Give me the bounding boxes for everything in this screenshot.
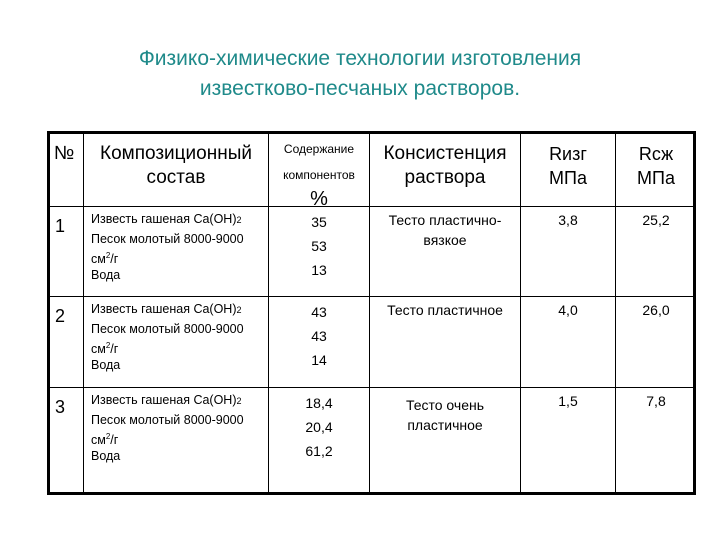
row-2-sand: Песок молотый 8000-9000 [91, 322, 244, 336]
row-3-rszh: 7,8 [646, 393, 666, 409]
header-content-unit: % [310, 188, 328, 210]
row-1-sand-unit: $см^2/г$ [91, 251, 119, 266]
row-3-water: Вода [91, 449, 121, 463]
row-1-num: 1 [55, 216, 66, 236]
row-2-composition [91, 300, 267, 375]
row-1-pct-lime: 35 [311, 214, 327, 230]
row-3-pct-lime: 18,4 [305, 395, 333, 411]
row-1-rszh: 25,2 [642, 212, 670, 228]
row-3-composition [91, 391, 267, 466]
row-1-sand: Песок молотый 8000-9000 [91, 232, 244, 246]
row-2-pct-water: 14 [311, 352, 327, 368]
header-rizg-line2: МПа [549, 168, 587, 188]
row-2-percents [269, 300, 369, 372]
row-3-sand: Песок молотый 8000-9000 [91, 413, 244, 427]
row-2-consistency-line1: Тесто пластичное [387, 302, 503, 318]
header-rszh-line1: Rсж [638, 144, 674, 164]
row-1-pct-water: 13 [311, 262, 327, 278]
row-1-water: Вода [91, 268, 121, 282]
header-content [269, 136, 369, 210]
header-composition-line2: состав [146, 167, 206, 188]
row-2-consistency [370, 300, 520, 320]
row-2-water: Вода [91, 358, 121, 372]
row-1-lime: Известь гашеная Ca(OH)2 [91, 212, 242, 226]
data-table [47, 131, 696, 495]
header-num: № [54, 143, 75, 164]
row-3-consistency-line1: Тесто очень [405, 397, 485, 413]
row-1-percents [269, 210, 369, 282]
row-divider [50, 206, 693, 207]
row-3-consistency-line2: пластичное [407, 417, 483, 433]
row-2-pct-lime: 43 [311, 304, 327, 320]
row-1-rizg: 3,8 [558, 212, 578, 228]
row-3-sand-unit: $см^2/г$ [91, 432, 119, 447]
title-line-2: известково-песчаных растворов. [199, 77, 521, 100]
row-2-num: 2 [55, 306, 66, 326]
title-line-1: Физико-химические технологии изготовления [138, 47, 582, 70]
row-3-lime: Известь гашеная Ca(OH)2 [91, 393, 242, 407]
header-rizg-line1: Rизг [549, 144, 587, 164]
header-consistency [370, 142, 520, 190]
header-rszh [616, 142, 696, 190]
header-consistency-line1: Консистенция [383, 143, 507, 164]
row-2-rszh: 26,0 [642, 302, 670, 318]
row-2-rizg: 4,0 [558, 302, 578, 318]
row-3-percents [269, 391, 369, 463]
row-2-pct-sand: 43 [311, 328, 327, 344]
header-rizg [521, 142, 615, 190]
row-1-consistency [370, 210, 520, 250]
row-3-pct-water: 61,2 [305, 443, 333, 459]
header-content-line2: компонентов [283, 168, 355, 182]
header-consistency-line2: раствора [404, 167, 486, 188]
row-1-composition [91, 210, 267, 285]
page-title [0, 44, 720, 104]
header-content-line1: Содержание [283, 142, 355, 156]
row-1-pct-sand: 53 [311, 238, 327, 254]
row-1-consistency-line1: Тесто пластично- [388, 212, 502, 228]
header-rszh-line2: МПа [637, 168, 675, 188]
row-2-lime: Известь гашеная Ca(OH)2 [91, 302, 242, 316]
row-1-consistency-line2: вязкое [423, 232, 467, 248]
row-3-rizg: 1,5 [558, 393, 578, 409]
row-2-sand-unit: $см^2/г$ [91, 341, 119, 356]
row-3-num: 3 [55, 397, 66, 417]
row-divider [50, 387, 693, 388]
row-3-pct-sand: 20,4 [305, 419, 333, 435]
row-3-consistency [370, 395, 520, 435]
header-composition [84, 142, 268, 190]
row-divider [50, 296, 693, 297]
header-composition-line1: Композиционный [100, 143, 252, 164]
